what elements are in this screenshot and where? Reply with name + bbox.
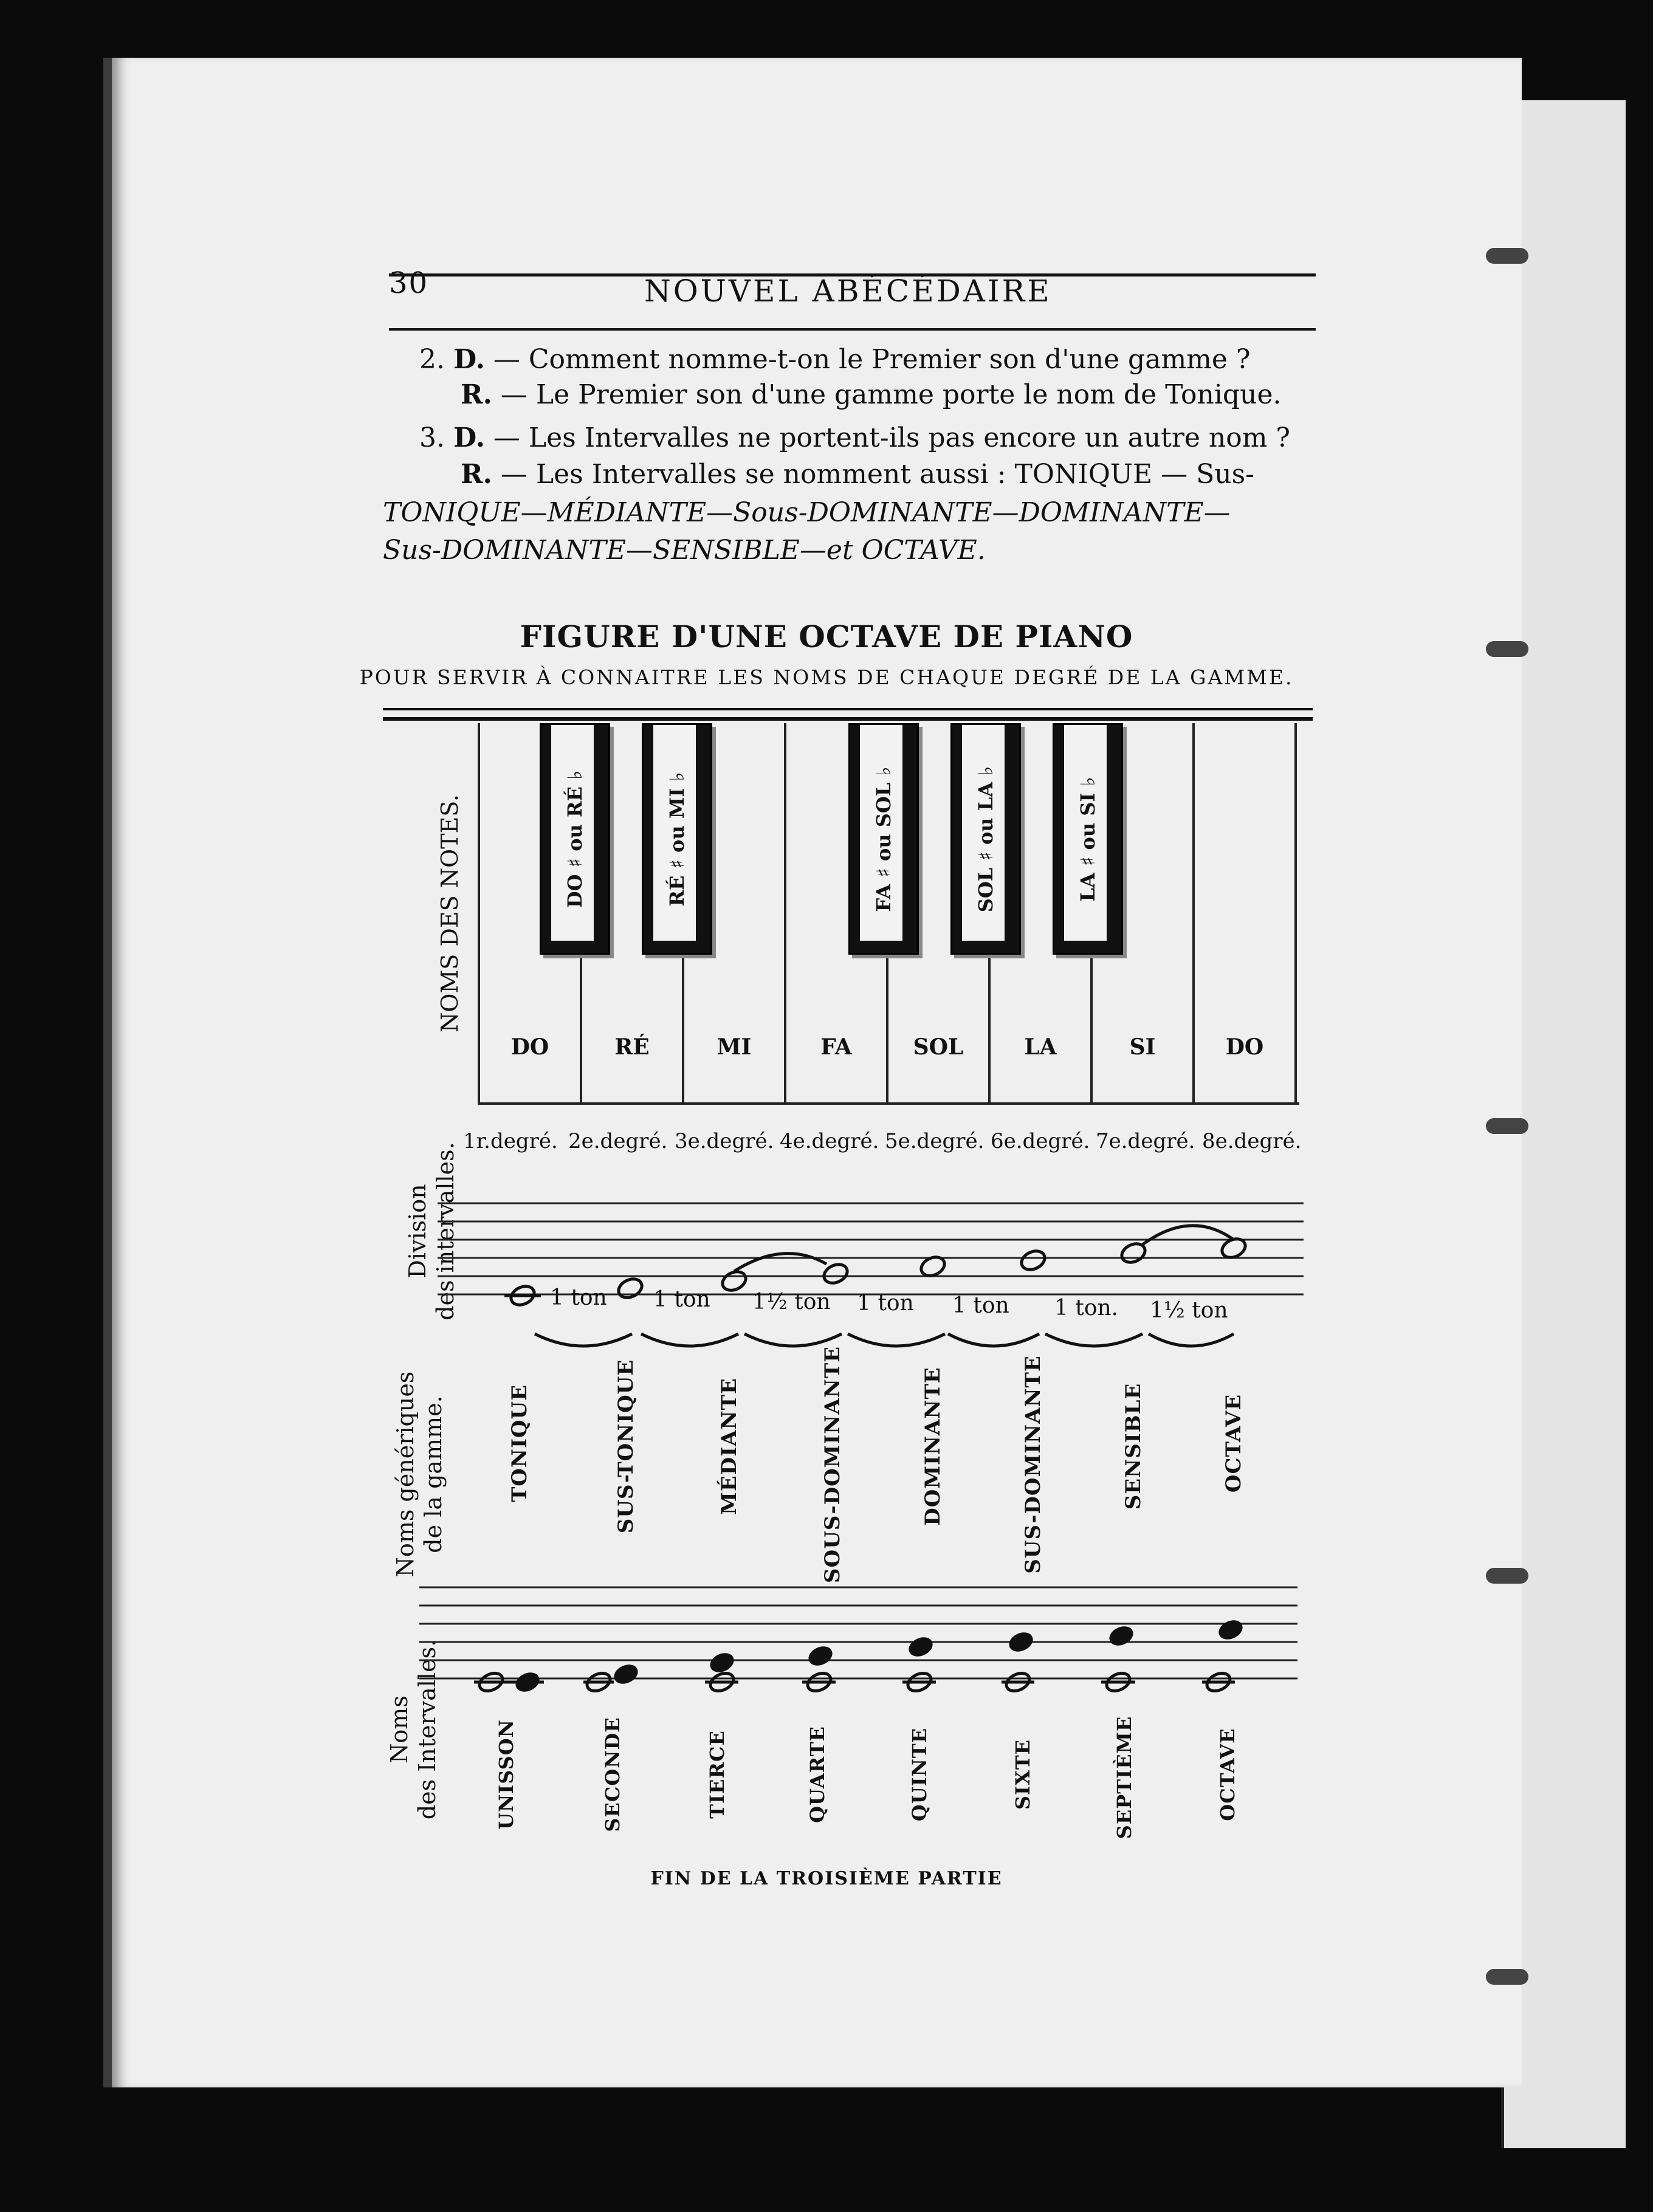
generic-name: MÉDIANTE: [717, 1378, 741, 1515]
interval-name: SIXTE: [1011, 1739, 1034, 1810]
division-label: 1 ton.: [1054, 1296, 1119, 1321]
interval-name: QUARTE: [806, 1726, 829, 1823]
degree-label: 1r.degré.: [463, 1129, 558, 1153]
answer-3-line-3: Sus-DOMINANTE—SENSIBLE—et OCTAVE.: [383, 535, 986, 566]
division-brackets: [535, 1334, 1234, 1346]
key-label: SI: [1129, 1034, 1156, 1060]
interval-name: QUINTE: [908, 1727, 931, 1822]
key-label: LA ♯ ou SI ♭: [1076, 776, 1099, 902]
generic-name: SOUS-DOMINANTE: [820, 1345, 845, 1584]
slur-icon: [734, 1254, 826, 1271]
division-label: 1½ ton: [1150, 1298, 1228, 1323]
key-label: DO: [1225, 1034, 1264, 1060]
label-division-line2: des intervalles.: [432, 1142, 459, 1321]
label-generic-line2: de la gamme.: [420, 1395, 447, 1553]
key-label: RÉ: [614, 1034, 650, 1060]
key-label: SOL: [913, 1034, 964, 1060]
key-label: DO ♯ ou RÉ ♭: [563, 770, 586, 908]
degree-label: 7e.degré.: [1096, 1129, 1195, 1153]
r-text: — Le Premier son d'une gamme porte le nom de Tonique.: [500, 379, 1282, 410]
division-label: 1 ton: [857, 1291, 914, 1316]
degree-label: 8e.degré.: [1202, 1129, 1302, 1153]
interval-tierce: [705, 1652, 738, 1695]
interval-notes: [474, 1619, 1243, 1695]
interval-octave: [1202, 1619, 1243, 1695]
degree-label: 3e.degré.: [675, 1129, 774, 1153]
label-division-line1: Division: [404, 1184, 431, 1279]
answer-3-line-2: TONIQUE—MÉDIANTE—Sous-DOMINANTE—DOMINANTE—: [383, 497, 1231, 528]
q-number: 3.: [419, 422, 445, 453]
generic-name: OCTAVE: [1222, 1393, 1246, 1493]
key-label: SOL ♯ ou LA ♭: [974, 766, 997, 912]
key-label: FA ♯ ou SOL ♭: [872, 766, 895, 912]
interval-quarte: [802, 1645, 836, 1695]
q-number: 2.: [419, 344, 445, 375]
q-text: — Les Intervalles ne portent-ils pas encore un autre nom ?: [493, 422, 1291, 453]
key-label: MI: [717, 1034, 752, 1060]
q-marker: D.: [453, 344, 485, 375]
staff-intervals: [419, 1587, 1297, 1678]
end-of-part: FIN DE LA TROISIÈME PARTIE: [650, 1868, 1003, 1889]
staff-division: [438, 1203, 1304, 1294]
r-text: — Les Intervalles se nomment aussi : TONIQUE — Sus-: [500, 459, 1255, 490]
interval-name: SEPTIÈME: [1113, 1716, 1136, 1839]
q-marker: D.: [453, 422, 485, 453]
whole-note-icon: [616, 1276, 645, 1301]
interval-name: UNISSON: [495, 1719, 518, 1830]
interval-unisson: [474, 1670, 544, 1694]
label-noms-des-notes: NOMS DES NOTES.: [436, 794, 463, 1032]
interval-name: TIERCE: [706, 1730, 729, 1819]
q-text: — Comment nomme-t-on le Premier son d'une gamme ?: [493, 344, 1251, 375]
interval-quinte: [902, 1636, 936, 1695]
whole-note-icon: [1019, 1248, 1048, 1273]
key-label: LA: [1024, 1034, 1057, 1060]
key-label: FA: [820, 1034, 852, 1060]
figure-subtitle: POUR SERVIR À CONNAITRE LES NOMS DE CHAQUE DEGRÉ DE LA GAMME.: [359, 665, 1294, 689]
page-title: NOUVEL ABÉCÉDAIRE: [644, 273, 1052, 309]
degree-label: 6e.degré.: [991, 1129, 1090, 1153]
slur-icon: [1143, 1226, 1234, 1245]
division-label: 1 ton: [653, 1287, 710, 1312]
generic-name: DOMINANTE: [921, 1367, 945, 1526]
generic-name: SUS-TONIQUE: [614, 1359, 638, 1534]
key-label: RÉ ♯ ou MI ♭: [665, 771, 689, 907]
page-number: 30: [389, 266, 429, 300]
division-label: 1 ton: [550, 1285, 607, 1310]
generic-name: SENSIBLE: [1121, 1382, 1146, 1510]
label-intervals-line2: des Intervalles.: [414, 1639, 441, 1820]
label-generic-line1: Noms génériques: [392, 1371, 419, 1578]
generic-name: TONIQUE: [507, 1384, 532, 1503]
degree-label: 5e.degré.: [885, 1129, 985, 1153]
degree-label: 4e.degré.: [780, 1129, 879, 1153]
r-marker: R.: [461, 459, 492, 490]
division-label: 1 ton: [952, 1293, 1009, 1318]
label-intervals-line1: Noms: [386, 1695, 413, 1764]
interval-name: OCTAVE: [1216, 1728, 1239, 1821]
interval-seconde: [583, 1663, 639, 1695]
figure-title: FIGURE D'UNE OCTAVE DE PIANO: [520, 619, 1133, 654]
whole-note-icon: [720, 1268, 749, 1294]
r-marker: R.: [461, 379, 492, 410]
generic-name: SUS-DOMINANTE: [1021, 1355, 1045, 1574]
interval-name: SECONDE: [601, 1717, 624, 1832]
division-label: 1½ ton: [752, 1290, 831, 1314]
degree-label: 2e.degré.: [568, 1129, 668, 1153]
key-label: DO: [510, 1034, 549, 1060]
interval-sixte: [1002, 1631, 1034, 1695]
